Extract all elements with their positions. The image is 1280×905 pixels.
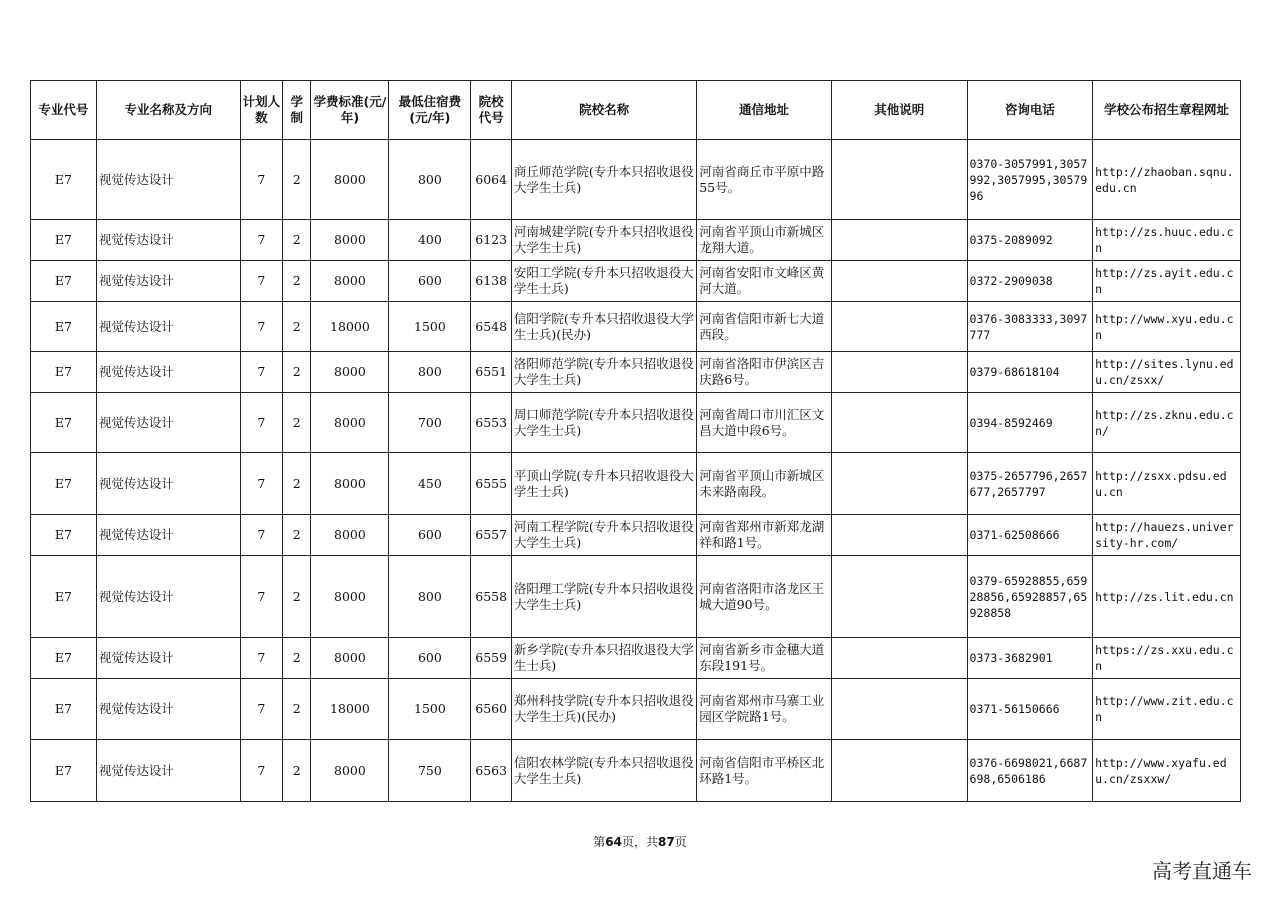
major-name-cell: 视觉传达设计 xyxy=(96,220,240,261)
phone-cell: 0370-3057991,3057992,3057995,3057996 xyxy=(967,140,1093,220)
years-cell: 2 xyxy=(283,261,311,302)
table-row xyxy=(31,352,1241,393)
table-row xyxy=(31,679,1241,740)
url-cell[interactable]: http://www.xyu.edu.cn xyxy=(1093,302,1241,352)
lodging-cell: 600 xyxy=(389,638,471,679)
address-cell: 河南省信阳市平桥区北环路1号。 xyxy=(697,740,832,802)
school-code-cell: 6557 xyxy=(471,515,512,556)
school-code-cell: 6123 xyxy=(471,220,512,261)
lodging-cell: 700 xyxy=(389,393,471,453)
major-name-cell: 视觉传达设计 xyxy=(96,515,240,556)
url-cell[interactable]: http://zs.lit.edu.cn xyxy=(1093,556,1241,638)
plan-count-cell: 7 xyxy=(240,352,283,393)
lodging-cell: 1500 xyxy=(389,302,471,352)
plan-count-cell: 7 xyxy=(240,220,283,261)
url-cell[interactable]: http://zs.ayit.edu.cn xyxy=(1093,261,1241,302)
school-name-cell: 新乡学院(专升本只招收退役大学生士兵) xyxy=(511,638,696,679)
address-cell: 河南省平顶山市新城区未来路南段。 xyxy=(697,453,832,515)
address-cell: 河南省新乡市金穗大道东段191号。 xyxy=(697,638,832,679)
plan-count-cell: 7 xyxy=(240,679,283,740)
table-header-row xyxy=(31,81,1241,140)
major-name-cell: 视觉传达设计 xyxy=(96,261,240,302)
major-name-cell: 视觉传达设计 xyxy=(96,740,240,802)
major-code-cell: E7 xyxy=(31,556,97,638)
table-row xyxy=(31,302,1241,352)
plan-count-cell: 7 xyxy=(240,261,283,302)
major-name-cell: 视觉传达设计 xyxy=(96,453,240,515)
plan-count-cell: 7 xyxy=(240,556,283,638)
table-row xyxy=(31,140,1241,220)
header-url: 学校公布招生章程网址 xyxy=(1093,81,1241,140)
url-cell[interactable]: https://zs.xxu.edu.cn xyxy=(1093,638,1241,679)
address-cell: 河南省郑州市马寨工业园区学院路1号。 xyxy=(697,679,832,740)
major-name-cell: 视觉传达设计 xyxy=(96,140,240,220)
url-cell[interactable]: http://zs.huuc.edu.cn xyxy=(1093,220,1241,261)
table-body xyxy=(31,140,1241,802)
note-cell xyxy=(831,556,967,638)
phone-cell: 0372-2909038 xyxy=(967,261,1093,302)
school-name-cell: 河南城建学院(专升本只招收退役大学生士兵) xyxy=(511,220,696,261)
years-cell: 2 xyxy=(283,515,311,556)
school-name-cell: 郑州科技学院(专升本只招收退役大学生士兵)(民办) xyxy=(511,679,696,740)
note-cell xyxy=(831,515,967,556)
plan-count-cell: 7 xyxy=(240,140,283,220)
address-cell: 河南省郑州市新郑龙湖祥和路1号。 xyxy=(697,515,832,556)
header-plan: 计划人数 xyxy=(240,81,283,140)
years-cell: 2 xyxy=(283,638,311,679)
tuition-cell: 8000 xyxy=(311,515,389,556)
school-name-cell: 周口师范学院(专升本只招收退役大学生士兵) xyxy=(511,393,696,453)
major-name-cell: 视觉传达设计 xyxy=(96,352,240,393)
phone-cell: 0379-65928855,65928856,65928857,65928858 xyxy=(967,556,1093,638)
header-address: 通信地址 xyxy=(697,81,832,140)
major-code-cell: E7 xyxy=(31,515,97,556)
lodging-cell: 600 xyxy=(389,515,471,556)
school-name-cell: 信阳学院(专升本只招收退役大学生士兵)(民办) xyxy=(511,302,696,352)
header-major-code: 专业代号 xyxy=(31,81,97,140)
years-cell: 2 xyxy=(283,679,311,740)
address-cell: 河南省周口市川汇区文昌大道中段6号。 xyxy=(697,393,832,453)
footer-prefix: 第 xyxy=(593,835,606,849)
tuition-cell: 8000 xyxy=(311,140,389,220)
tuition-cell: 8000 xyxy=(311,740,389,802)
address-cell: 河南省平顶山市新城区龙翔大道。 xyxy=(697,220,832,261)
lodging-cell: 800 xyxy=(389,556,471,638)
tuition-cell: 8000 xyxy=(311,352,389,393)
major-code-cell: E7 xyxy=(31,740,97,802)
header-lodging: 最低住宿费(元/年) xyxy=(389,81,471,140)
lodging-cell: 1500 xyxy=(389,679,471,740)
major-name-cell: 视觉传达设计 xyxy=(96,393,240,453)
table-row xyxy=(31,261,1241,302)
tuition-cell: 8000 xyxy=(311,556,389,638)
url-cell[interactable]: http://zs.zknu.edu.cn/ xyxy=(1093,393,1241,453)
table-row xyxy=(31,220,1241,261)
major-name-cell: 视觉传达设计 xyxy=(96,302,240,352)
lodging-cell: 800 xyxy=(389,140,471,220)
table-row xyxy=(31,638,1241,679)
header-note: 其他说明 xyxy=(831,81,967,140)
school-name-cell: 信阳农林学院(专升本只招收退役大学生士兵) xyxy=(511,740,696,802)
major-code-cell: E7 xyxy=(31,393,97,453)
note-cell xyxy=(831,679,967,740)
admission-table-container xyxy=(30,80,1241,802)
tuition-cell: 18000 xyxy=(311,302,389,352)
phone-cell: 0371-62508666 xyxy=(967,515,1093,556)
brand-label: 高考直通车 xyxy=(1152,859,1252,883)
page-footer xyxy=(0,833,1280,850)
footer-total-pages: 87 xyxy=(658,835,675,849)
tuition-cell: 8000 xyxy=(311,220,389,261)
school-code-cell: 6138 xyxy=(471,261,512,302)
plan-count-cell: 7 xyxy=(240,393,283,453)
footer-mid: 页，共 xyxy=(621,835,658,849)
school-name-cell: 河南工程学院(专升本只招收退役大学生士兵) xyxy=(511,515,696,556)
phone-cell: 0375-2089092 xyxy=(967,220,1093,261)
years-cell: 2 xyxy=(283,393,311,453)
major-name-cell: 视觉传达设计 xyxy=(96,638,240,679)
school-name-cell: 洛阳师范学院(专升本只招收退役大学生士兵) xyxy=(511,352,696,393)
school-code-cell: 6560 xyxy=(471,679,512,740)
note-cell xyxy=(831,638,967,679)
years-cell: 2 xyxy=(283,302,311,352)
major-code-cell: E7 xyxy=(31,352,97,393)
plan-count-cell: 7 xyxy=(240,302,283,352)
header-school-code: 院校代号 xyxy=(471,81,512,140)
url-cell[interactable]: http://zhaoban.sqnu.edu.cn xyxy=(1093,140,1241,220)
school-code-cell: 6551 xyxy=(471,352,512,393)
major-code-cell: E7 xyxy=(31,638,97,679)
years-cell: 2 xyxy=(283,740,311,802)
years-cell: 2 xyxy=(283,453,311,515)
lodging-cell: 600 xyxy=(389,261,471,302)
note-cell xyxy=(831,453,967,515)
header-major-name: 专业名称及方向 xyxy=(96,81,240,140)
major-code-cell: E7 xyxy=(31,302,97,352)
table-row xyxy=(31,453,1241,515)
plan-count-cell: 7 xyxy=(240,740,283,802)
school-code-cell: 6548 xyxy=(471,302,512,352)
years-cell: 2 xyxy=(283,140,311,220)
tuition-cell: 8000 xyxy=(311,638,389,679)
plan-count-cell: 7 xyxy=(240,638,283,679)
table-row xyxy=(31,556,1241,638)
note-cell xyxy=(831,302,967,352)
major-code-cell: E7 xyxy=(31,261,97,302)
school-code-cell: 6064 xyxy=(471,140,512,220)
lodging-cell: 750 xyxy=(389,740,471,802)
phone-cell: 0376-6698021,6687698,6506186 xyxy=(967,740,1093,802)
url-cell[interactable]: http://zsxx.pdsu.edu.cn xyxy=(1093,453,1241,515)
note-cell xyxy=(831,352,967,393)
years-cell: 2 xyxy=(283,352,311,393)
header-tuition: 学费标准(元/年) xyxy=(311,81,389,140)
plan-count-cell: 7 xyxy=(240,453,283,515)
lodging-cell: 400 xyxy=(389,220,471,261)
school-name-cell: 安阳工学院(专升本只招收退役大学生士兵) xyxy=(511,261,696,302)
footer-page-number: 64 xyxy=(605,835,622,849)
phone-cell: 0375-2657796,2657677,2657797 xyxy=(967,453,1093,515)
note-cell xyxy=(831,220,967,261)
plan-count-cell: 7 xyxy=(240,515,283,556)
note-cell xyxy=(831,261,967,302)
tuition-cell: 18000 xyxy=(311,679,389,740)
note-cell xyxy=(831,393,967,453)
url-cell[interactable]: http://www.xyafu.edu.cn/zsxxw/ xyxy=(1093,740,1241,802)
school-code-cell: 6553 xyxy=(471,393,512,453)
url-cell[interactable]: http://www.zit.edu.cn xyxy=(1093,679,1241,740)
phone-cell: 0394-8592469 xyxy=(967,393,1093,453)
years-cell: 2 xyxy=(283,220,311,261)
address-cell: 河南省信阳市新七大道西段。 xyxy=(697,302,832,352)
phone-cell: 0373-3682901 xyxy=(967,638,1093,679)
tuition-cell: 8000 xyxy=(311,393,389,453)
major-code-cell: E7 xyxy=(31,220,97,261)
tuition-cell: 8000 xyxy=(311,261,389,302)
header-school-name: 院校名称 xyxy=(511,81,696,140)
phone-cell: 0376-3083333,3097777 xyxy=(967,302,1093,352)
table-row xyxy=(31,515,1241,556)
lodging-cell: 450 xyxy=(389,453,471,515)
school-name-cell: 商丘师范学院(专升本只招收退役大学生士兵) xyxy=(511,140,696,220)
address-cell: 河南省洛阳市伊滨区吉庆路6号。 xyxy=(697,352,832,393)
school-name-cell: 洛阳理工学院(专升本只招收退役大学生士兵) xyxy=(511,556,696,638)
school-code-cell: 6563 xyxy=(471,740,512,802)
school-code-cell: 6555 xyxy=(471,453,512,515)
major-name-cell: 视觉传达设计 xyxy=(96,556,240,638)
phone-cell: 0379-68618104 xyxy=(967,352,1093,393)
table-row xyxy=(31,393,1241,453)
school-name-cell: 平顶山学院(专升本只招收退役大学生士兵) xyxy=(511,453,696,515)
header-phone: 咨询电话 xyxy=(967,81,1093,140)
lodging-cell: 800 xyxy=(389,352,471,393)
school-code-cell: 6559 xyxy=(471,638,512,679)
header-years: 学制 xyxy=(283,81,311,140)
major-code-cell: E7 xyxy=(31,453,97,515)
url-cell[interactable]: http://sites.lynu.edu.cn/zsxx/ xyxy=(1093,352,1241,393)
footer-suffix: 页 xyxy=(674,835,687,849)
tuition-cell: 8000 xyxy=(311,453,389,515)
major-code-cell: E7 xyxy=(31,679,97,740)
note-cell xyxy=(831,140,967,220)
school-code-cell: 6558 xyxy=(471,556,512,638)
url-cell[interactable]: http://hauezs.university-hr.com/ xyxy=(1093,515,1241,556)
address-cell: 河南省洛阳市洛龙区王城大道90号。 xyxy=(697,556,832,638)
address-cell: 河南省安阳市文峰区黄河大道。 xyxy=(697,261,832,302)
years-cell: 2 xyxy=(283,556,311,638)
admission-table xyxy=(30,80,1241,802)
address-cell: 河南省商丘市平原中路55号。 xyxy=(697,140,832,220)
note-cell xyxy=(831,740,967,802)
major-name-cell: 视觉传达设计 xyxy=(96,679,240,740)
phone-cell: 0371-56150666 xyxy=(967,679,1093,740)
major-code-cell: E7 xyxy=(31,140,97,220)
table-row xyxy=(31,740,1241,802)
